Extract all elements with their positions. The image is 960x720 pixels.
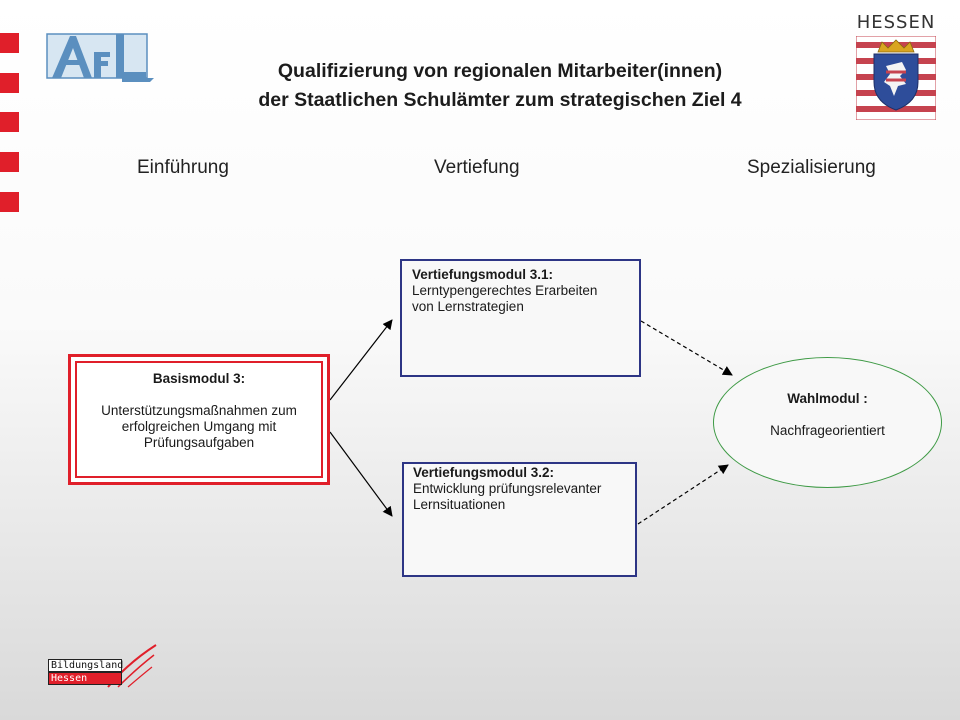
phase-intro: Einführung: [137, 157, 229, 178]
hessen-label: Hessen: [48, 672, 122, 685]
basis-module-inner-frame: [75, 361, 323, 478]
v32-module-line1: Entwicklung prüfungsrelevanter: [413, 481, 602, 496]
title-line-2: der Staatlichen Schulämter zum strategischen Ziel 4: [258, 89, 742, 111]
arrow-basis-to-v31: [330, 320, 392, 400]
v32-module-box: [402, 462, 637, 577]
v31-module-line2: von Lernstrategien: [412, 299, 524, 314]
arrow-v31-to-wahl: [641, 321, 732, 375]
arrow-basis-to-v32: [330, 432, 392, 516]
v31-module-heading: Vertiefungsmodul 3.1:: [412, 267, 554, 282]
basis-module-heading: Basismodul 3:: [152, 371, 246, 386]
wahl-module-ellipse: [713, 357, 942, 488]
bildungsland-hessen-logo: [48, 643, 158, 689]
arrow-v32-to-wahl: [638, 465, 728, 524]
hessen-logo-label: HESSEN: [856, 12, 936, 33]
v32-module-heading: Vertiefungsmodul 3.2:: [413, 465, 555, 480]
v32-module-line2: Lernsituationen: [413, 497, 506, 512]
basis-module-text: Unterstützungsmaßnahmen zum erfolgreichen Umgang mit Prüfungsaufgaben: [101, 403, 297, 450]
title-line-1: Qualifizierung von regionalen Mitarbeiter(innen): [277, 60, 723, 82]
v31-module-box: [400, 259, 641, 377]
phase-specialization: Spezialisierung: [747, 157, 876, 178]
bildungsland-label: Bildungsland: [48, 659, 122, 672]
v31-module-line1: Lerntypengerechtes Erarbeiten: [412, 283, 598, 298]
basis-module-box: [68, 354, 330, 485]
phase-deepening: Vertiefung: [434, 157, 520, 178]
wahl-module-text: Nachfrageorientiert: [770, 423, 885, 438]
wahl-module-heading: Wahlmodul :: [787, 391, 868, 406]
